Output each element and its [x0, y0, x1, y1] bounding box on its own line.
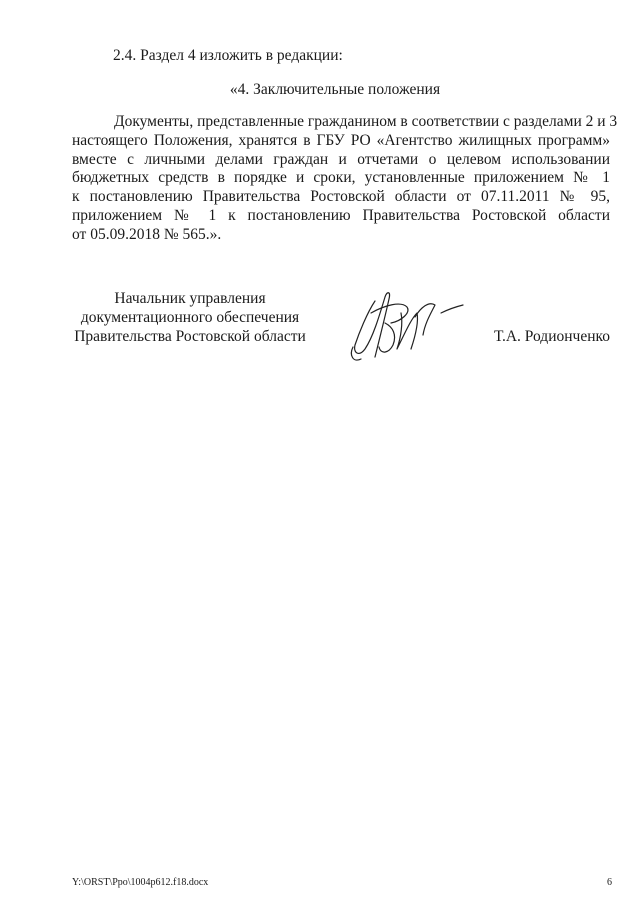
page-number: 6 [607, 877, 612, 888]
file-path-footer: Y:\ORST\Ppo\1004p612.f18.docx [72, 877, 209, 888]
section-paragraph [72, 113, 618, 245]
signatory-title-line: Правительства Ростовской области [74, 328, 306, 345]
paragraph-line: Документы, представленные гражданином в соответствии с разделами 2 и 3 [114, 113, 618, 130]
paragraph-line: к постановлению Правительства Ростовской области от 07.11.2011 № 95, [72, 188, 610, 206]
amendment-intro-line: 2.4. Раздел 4 изложить в редакции: [113, 47, 343, 64]
signatory-title-line: документационного обеспечения [80, 309, 300, 326]
handwritten-signature [345, 283, 470, 368]
paragraph-line: бюджетных средств в порядке и сроки, установленные приложением № 1 [72, 169, 610, 187]
signatory-title [70, 289, 310, 346]
paragraph-line: от 05.09.2018 № 565.». [72, 225, 222, 243]
signer-name: Т.А. Родионченко [494, 328, 610, 345]
paragraph-line: вместе с личными делами граждан и отчетами о целевом использовании [72, 150, 610, 168]
section-heading: «4. Заключительные положения [229, 81, 441, 98]
paragraph-line: приложением № 1 к постановлению Правительства Ростовской области [72, 206, 610, 224]
signatory-title-line: Начальник управления [114, 290, 266, 307]
paragraph-line: настоящего Положения, хранятся в ГБУ РО «Агентство жилищных программ» [72, 131, 610, 149]
